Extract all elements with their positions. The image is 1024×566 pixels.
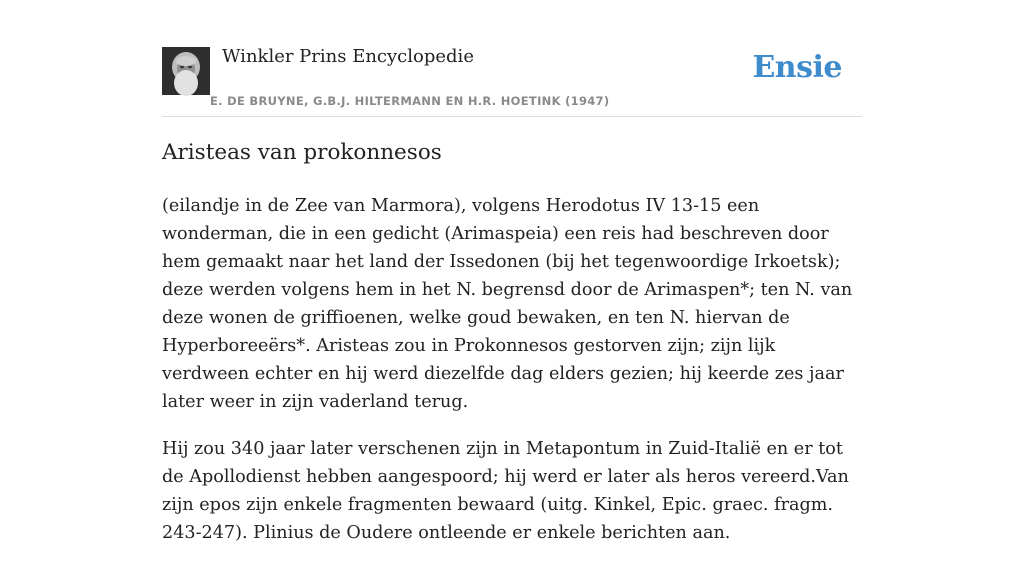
portrait-icon — [162, 47, 210, 95]
source-authors: E. DE BRUYNE, G.B.J. HILTERMANN EN H.R. HOETINK (1947) — [210, 94, 610, 108]
avatar[interactable] — [162, 47, 210, 95]
article-title: Aristeas van prokonnesos — [162, 140, 442, 165]
source-header — [162, 44, 862, 117]
article-body — [162, 192, 866, 566]
article-paragraph: Hij zou 340 jaar later verschenen zijn in Metapontum in Zuid-Italië en er tot de Apollodienst hebben aangespoord; hij werd er later als heros vereerd.Van zijn epos zijn enkele fragmenten bewaard (uitg. Kinkel, Epic. graec. fragm. 243-247). Plinius de Oudere ontleende er enkele berichten aan. — [162, 439, 849, 543]
brand-logo[interactable]: Ensie — [752, 50, 842, 85]
source-title[interactable]: Winkler Prins Encyclopedie — [222, 46, 474, 67]
article-paragraph: (eilandje in de Zee van Marmora), volgens Herodotus IV 13-15 een wonderman, die in een gedicht (Arimaspeia) een reis had beschreven door hem gemaakt naar het land der Issedonen (bij het tegenwoordige Irkoetsk); deze werden volgens hem in het N. begrensd door de Arimaspen*; ten N. van deze wonen de griffioenen, welke goud bewaken, en ten N. hiervan de Hyperboreeërs*. Aristeas zou in Prokonnesos gestorven zijn; zijn lijk verdween echter en hij werd diezelfde dag elders gezien; hij keerde zes jaar later weer in zijn vaderland terug. — [162, 196, 853, 412]
